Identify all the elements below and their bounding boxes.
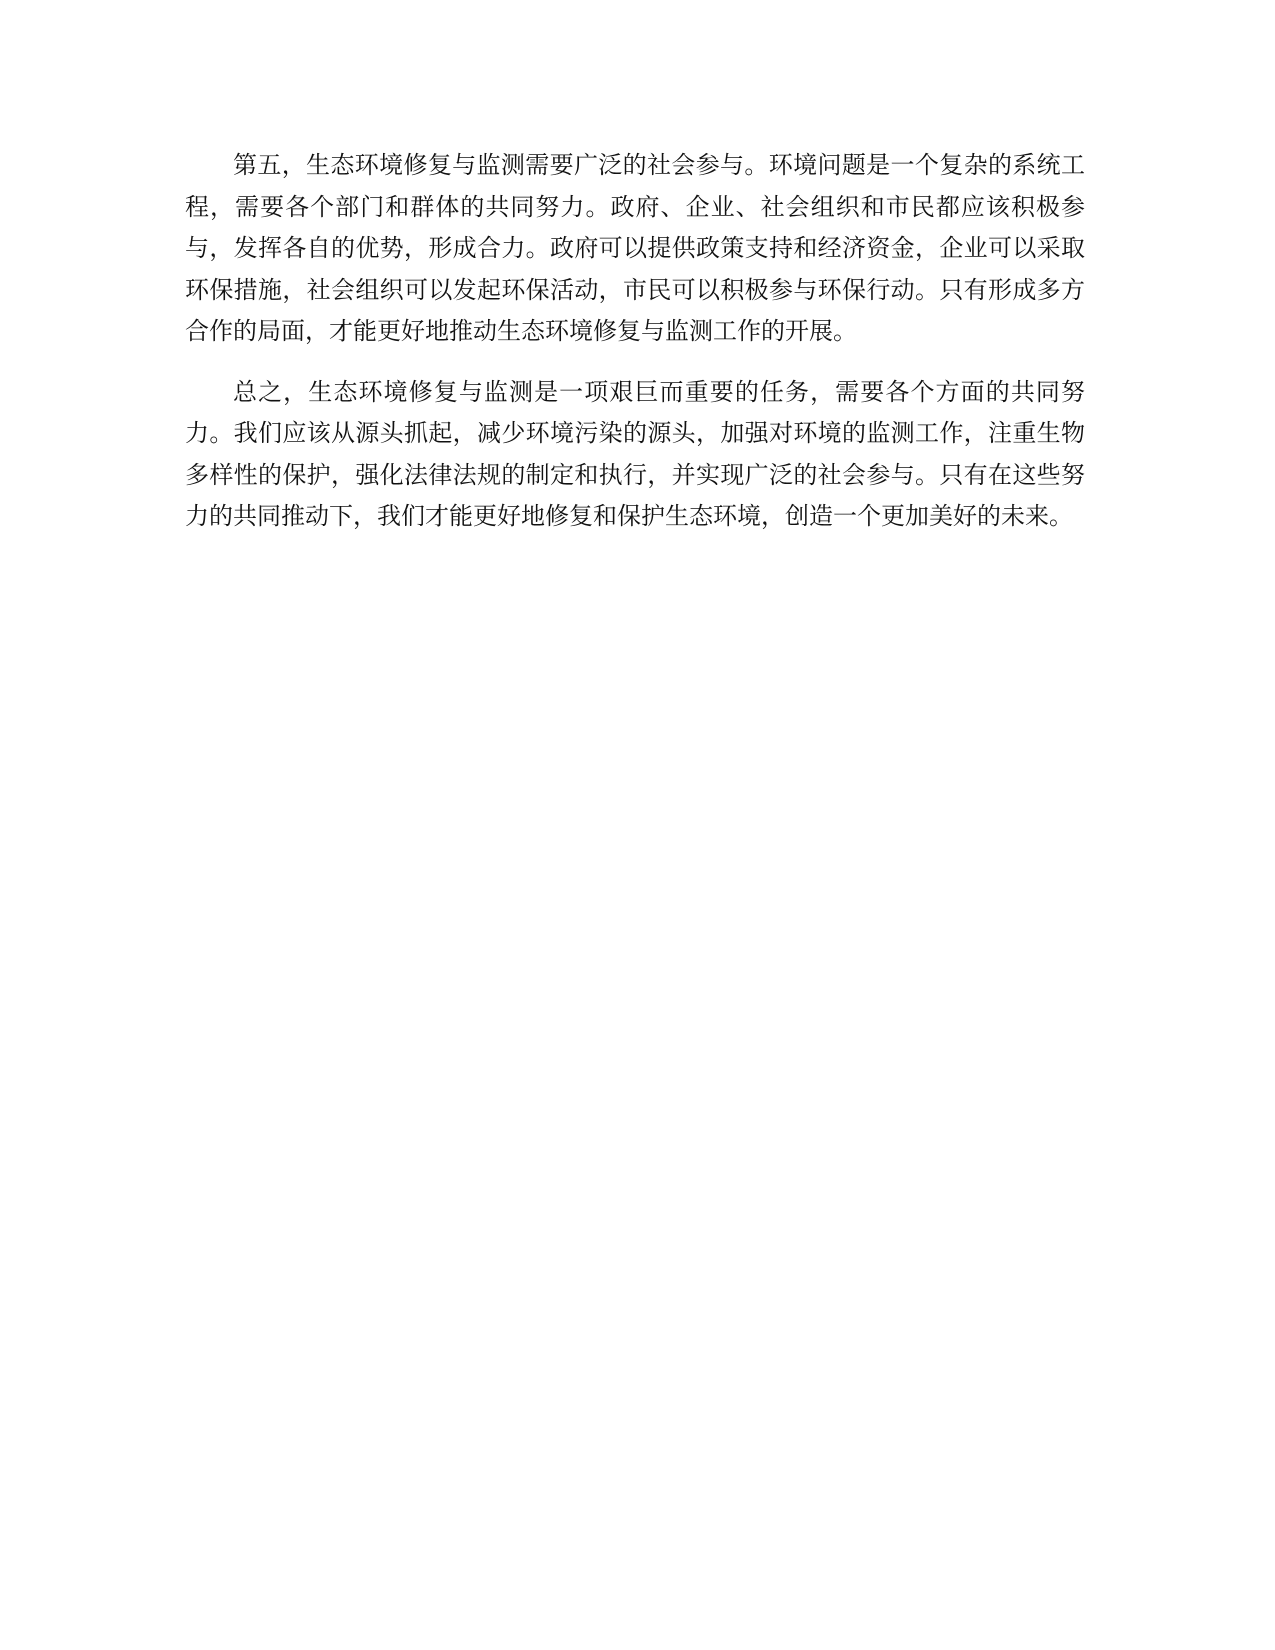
document-body: [185, 145, 1085, 538]
paragraph-social-participation: 第五，生态环境修复与监测需要广泛的社会参与。环境问题是一个复杂的系统工程，需要各个部门和群体的共同努力。政府、企业、社会组织和市民都应该积极参与，发挥各自的优势，形成合力。政府可以提供政策支持和经济资金，企业可以采取环保措施，社会组织可以发起环保活动，市民可以积极参与环保行动。只有形成多方合作的局面，才能更好地推动生态环境修复与监测工作的开展。: [185, 151, 1085, 345]
paragraph-conclusion: 总之，生态环境修复与监测是一项艰巨而重要的任务，需要各个方面的共同努力。我们应该从源头抓起，减少环境污染的源头，加强对环境的监测工作，注重生物多样性的保护，强化法律法规的制定和执行，并实现广泛的社会参与。只有在这些努力的共同推动下，我们才能更好地修复和保护生态环境，创造一个更加美好的未来。: [185, 377, 1085, 530]
